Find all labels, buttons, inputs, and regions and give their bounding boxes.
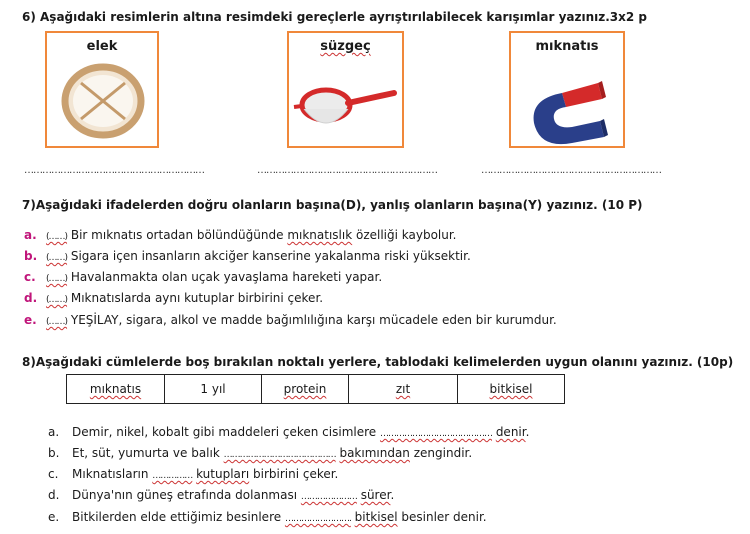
answer-blank[interactable]: (……) (46, 253, 68, 263)
image-label: elek (86, 39, 118, 54)
q8-item-e: e. Bitkilerden elde ettiğimiz besinlere ……………………. bitkisel besinler denir. (48, 510, 487, 524)
answer-line-3[interactable]: …………………………………………………… (481, 165, 661, 176)
word-cell: 1 yıl (165, 375, 262, 404)
horseshoe-magnet-icon (512, 59, 624, 149)
answer-line-2[interactable]: …………………………………………………… (257, 165, 437, 176)
word-cell: zıt (349, 375, 458, 404)
q7-item-d: d. (……) Mıknatıslarda aynı kutuplar birbirini çeker. (24, 291, 324, 305)
word-cell: mıknatıs (67, 375, 165, 404)
fill-blank[interactable]: …………………………………… (379, 429, 492, 439)
q7-item-a: a. (……) Bir mıknatıs ortadan bölündüğünde mıknatıslık özelliği kaybolur. (24, 228, 457, 242)
q7-title: 7)Aşağıdaki ifadelerden doğru olanların başına(D), yanlış olanların başına(Y) yazınız. (10 P) (22, 198, 643, 212)
answer-line-1[interactable]: …………………………………………………… (24, 165, 204, 176)
q6-title: 6) Aşağıdaki resimlerin altına resimdeki gereçlerle ayrıştırılabilecek karışımlar yazınız.3x2 p (22, 10, 647, 24)
q8-title: 8)Aşağıdaki cümlelerde boş bırakılan noktalı yerlere, tablodaki kelimelerden uygun olanını yazınız. (10p) (22, 355, 734, 369)
sieve-icon (48, 59, 158, 149)
image-label: süzgeç (320, 39, 371, 54)
answer-blank[interactable]: (……) (46, 232, 68, 242)
fill-blank[interactable]: …………… (152, 471, 193, 481)
q7-item-e: e. (……) YEŞİLAY, sigara, alkol ve madde bağımlılığına karşı mücadele eden bir kurumdur. (24, 313, 557, 327)
fill-blank[interactable]: ……………………. (284, 514, 351, 524)
image-card-magnet (509, 31, 625, 148)
word-bank-table (66, 374, 565, 404)
word-cell: bitkisel (458, 375, 565, 404)
q7-item-c: c. (……) Havalanmakta olan uçak yavaşlama hareketi yapar. (24, 270, 383, 284)
answer-blank[interactable]: (……) (46, 295, 68, 305)
answer-blank[interactable]: (……) (46, 274, 68, 284)
q8-item-d: d. Dünya'nın güneş etrafında dolanması ………………… sürer. (48, 488, 395, 502)
strainer-icon (290, 59, 403, 149)
image-card-strainer (287, 31, 404, 148)
answer-blank[interactable]: (……) (46, 317, 68, 327)
q8-item-b: b. Et, süt, yumurta ve balık …………………………………… bakımından zengindir. (48, 446, 473, 460)
q8-item-a: a. Demir, nikel, kobalt gibi maddeleri çeken cisimlere …………………………………… denir. (48, 425, 530, 439)
q7-item-b: b. (……) Sigara içen insanların akciğer kanserine yakalanma riski yüksektir. (24, 249, 471, 263)
fill-blank[interactable]: ………………… (300, 492, 357, 502)
image-label: mıknatıs (535, 39, 599, 54)
word-cell: protein (262, 375, 349, 404)
q8-item-c: c. Mıknatısların …………… kutupları birbirini çeker. (48, 467, 339, 481)
fill-blank[interactable]: …………………………………… (223, 450, 336, 460)
image-card-sieve (45, 31, 159, 148)
